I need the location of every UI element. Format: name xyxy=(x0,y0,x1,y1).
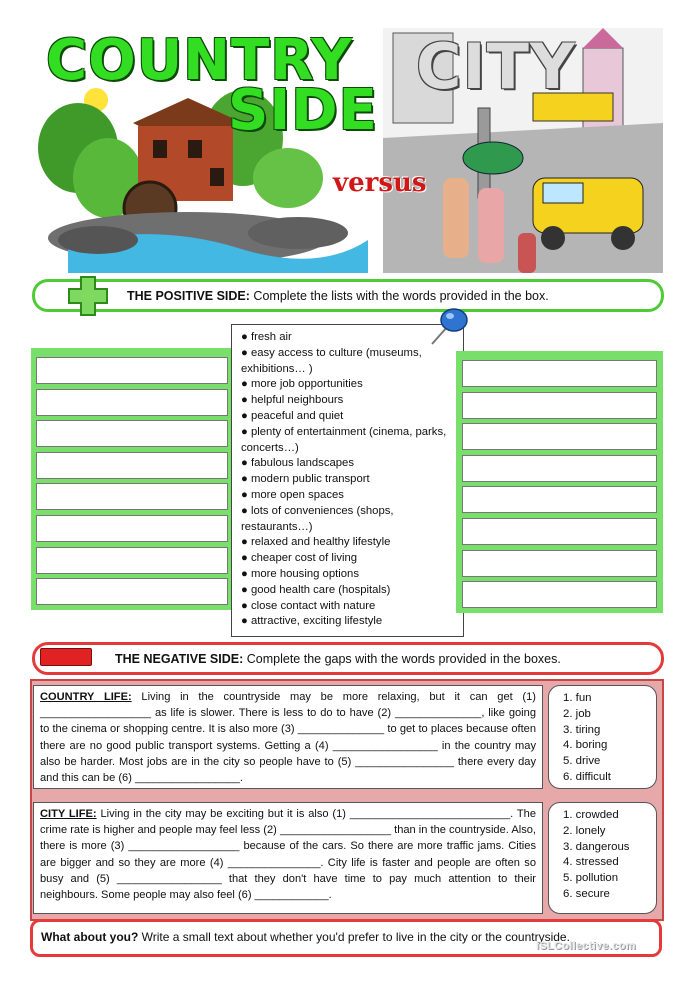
answer-slot[interactable] xyxy=(36,578,228,605)
option-item: 5. drive xyxy=(563,755,601,768)
country-life-label: COUNTRY LIFE: xyxy=(40,691,132,703)
pushpin-icon xyxy=(424,304,470,348)
answer-slot[interactable] xyxy=(36,420,228,447)
word-item: ● relaxed and healthy lifestyle xyxy=(241,536,391,549)
country-life-paragraph: Living in the countryside may be more relaxing, but it can get (1) __________________ as life is slower. There is less to do to have (2) ______________, like going to the cinema or shopping centre. It is also more (3) ______________ to get to places because often there are no good public transport systems. Getting a (4) _________________ in the country may also be harder. Most jobs are in the city so people have to (5) ________________ there every day and this can be (6) _________________. xyxy=(40,691,536,785)
word-item: ● plenty of entertainment (cinema, parks, concerts…) xyxy=(241,425,447,454)
option-item: 2. job xyxy=(563,707,591,720)
minus-icon xyxy=(40,648,92,666)
city-options-box xyxy=(548,802,657,914)
word-item: ● fresh air xyxy=(241,331,292,343)
negative-side-text: Complete the gaps with the words provided in the boxes. xyxy=(246,652,561,666)
answer-slot[interactable] xyxy=(36,483,228,510)
answer-slot[interactable] xyxy=(462,486,657,513)
plus-icon xyxy=(66,274,110,318)
word-item: ● good health care (hospitals) xyxy=(241,583,391,596)
option-item: 3. tiring xyxy=(563,723,601,736)
city-life-paragraph: Living in the city may be exciting but it is also (1) __________________________. The crime rate is higher and people may feel less (2) __________________ than in the countryside. Also, there is more (3) __________________ because of the cars. So there are more traffic jams. Cities are bigger and so they are more (4) _______________. City life is faster and people are often so busy and (5) _________________ that they don't have time to pay much attention to their neighbours. Some people may also feel (6) ____________. xyxy=(40,808,536,902)
word-item: ● close contact with nature xyxy=(241,599,376,612)
answer-slot[interactable] xyxy=(36,389,228,416)
city-life-text[interactable] xyxy=(33,802,543,914)
negative-side-label: THE NEGATIVE SIDE: xyxy=(115,652,244,666)
header-banner xyxy=(38,28,663,273)
answer-slot[interactable] xyxy=(36,452,228,479)
answer-slot[interactable] xyxy=(462,360,657,387)
title-country: COUNTRY xyxy=(46,28,353,93)
answer-slot[interactable] xyxy=(462,581,657,608)
negative-side-banner xyxy=(32,642,664,675)
word-item: ● easy access to culture (museums, exhibitions… ) xyxy=(241,346,422,375)
title-side: SIDE xyxy=(228,78,378,143)
word-item: ● more open spaces xyxy=(241,488,344,501)
positive-side-label: THE POSITIVE SIDE: xyxy=(127,289,250,303)
option-item: 1. crowded xyxy=(563,809,619,821)
what-about-you-text: Write a small text about whether you'd prefer to live in the city or the countryside. xyxy=(138,930,570,944)
positive-side-banner xyxy=(32,279,664,312)
word-item: ● more job opportunities xyxy=(241,378,363,391)
option-item: 4. stressed xyxy=(563,856,619,869)
answer-slot[interactable] xyxy=(462,423,657,450)
word-item: ● cheaper cost of living xyxy=(241,552,358,565)
option-item: 3. dangerous xyxy=(563,840,630,853)
answer-slot[interactable] xyxy=(36,515,228,542)
answer-slot[interactable] xyxy=(462,392,657,419)
negative-side-instruction xyxy=(115,652,561,666)
word-item: ● attractive, exciting lifestyle xyxy=(241,615,383,628)
word-item: ● peaceful and quiet xyxy=(241,409,344,422)
answer-slot[interactable] xyxy=(36,357,228,384)
answer-slot[interactable] xyxy=(462,455,657,482)
option-item: 6. secure xyxy=(563,887,610,900)
option-item: 5. pollution xyxy=(563,872,619,885)
city-positive-list xyxy=(456,351,663,613)
word-box xyxy=(231,324,464,637)
country-options-box xyxy=(548,685,657,789)
country-positive-list xyxy=(31,348,233,610)
versus-label: versus xyxy=(333,168,427,198)
country-life-text[interactable] xyxy=(33,685,543,789)
watermark: iSLCollective.com xyxy=(536,940,636,952)
option-item: 6. difficult xyxy=(563,770,611,783)
answer-slot[interactable] xyxy=(462,518,657,545)
option-item: 1. fun xyxy=(563,692,592,704)
answer-slot[interactable] xyxy=(36,547,228,574)
title-city: CITY xyxy=(416,30,576,103)
word-item: ● lots of conveniences (shops, restaurants…) xyxy=(241,504,394,533)
positive-side-instruction xyxy=(127,289,549,303)
word-item: ● helpful neighbours xyxy=(241,394,344,407)
city-life-label: CITY LIFE: xyxy=(40,808,97,820)
option-item: 2. lonely xyxy=(563,824,606,837)
answer-slot[interactable] xyxy=(462,550,657,577)
word-item: ● modern public transport xyxy=(241,473,370,486)
what-about-you-label: What about you? xyxy=(41,930,139,944)
option-item: 4. boring xyxy=(563,739,608,752)
word-item: ● fabulous landscapes xyxy=(241,457,354,470)
positive-side-text: Complete the lists with the words provided in the box. xyxy=(253,289,549,303)
word-item: ● more housing options xyxy=(241,567,359,580)
